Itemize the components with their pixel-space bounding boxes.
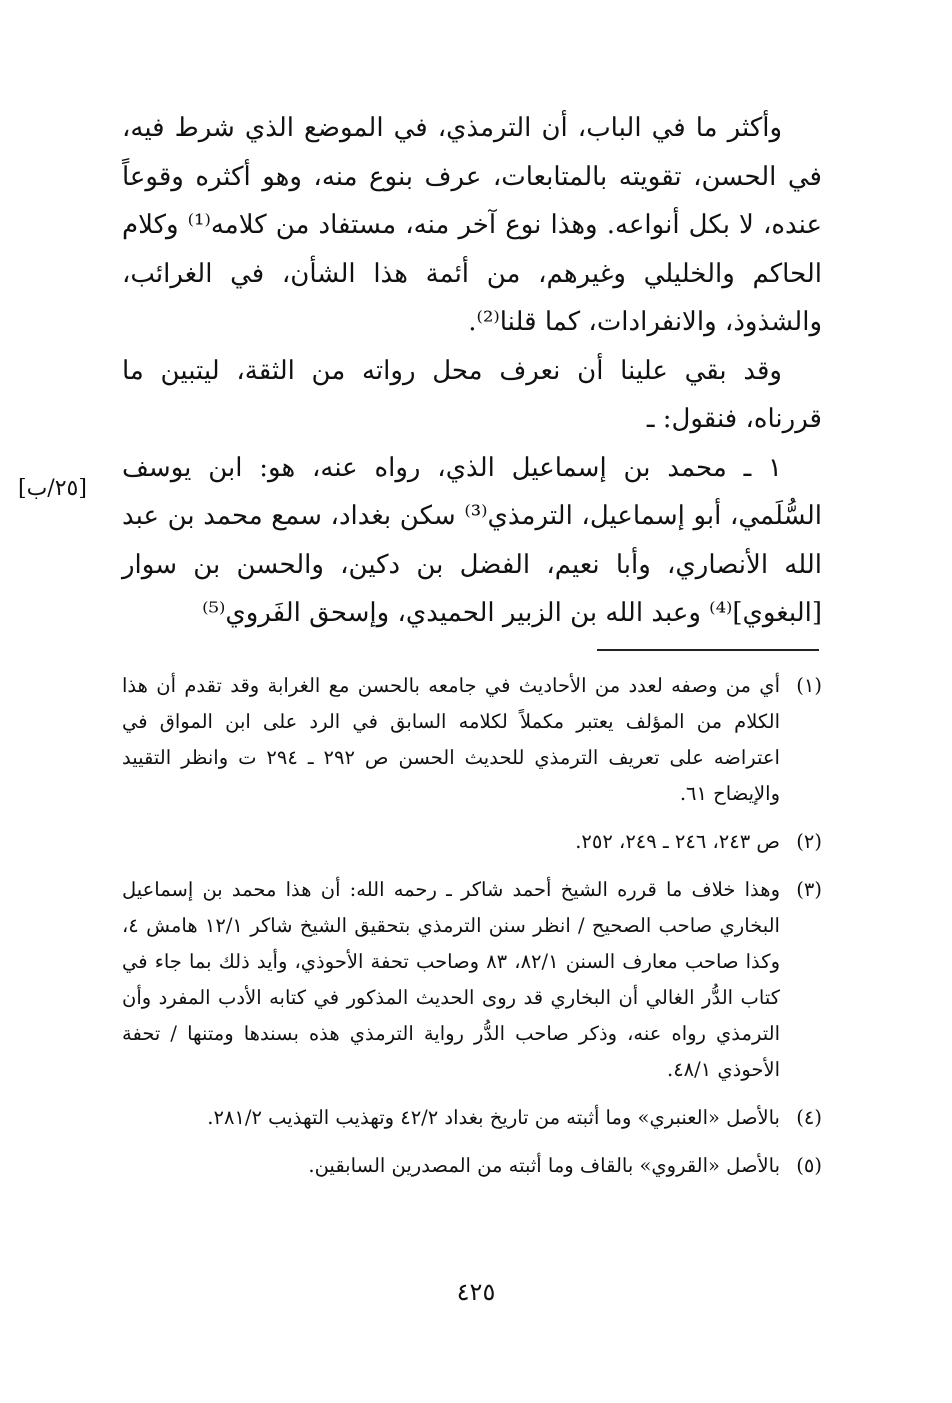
- footnote-3: [122, 872, 822, 1088]
- footnote-1: [122, 668, 822, 812]
- footnote-number: (٥): [796, 1154, 822, 1177]
- footnote-text: بالأصل «العنبري» وما أثبته من تاريخ بغداد ٤٢/٢ وتهذيب التهذيب ٢٨١/٢.: [207, 1106, 780, 1129]
- footnote-number: (٣): [796, 878, 822, 901]
- footnote-separator: [597, 649, 819, 651]
- page-number: ٤٢٥: [456, 1278, 496, 1306]
- footnote-5: [122, 1148, 822, 1184]
- footnote-4: [122, 1100, 822, 1136]
- body-paragraph-2: وقد بقي علينا أن نعرف محل رواته من الثقة، ليتبين ما قررناه، فنقول: ـ: [122, 355, 822, 434]
- footnote-2: [122, 824, 822, 860]
- body-paragraph-3: ١ ـ محمد بن إسماعيل الذي، رواه عنه، هو: ابن يوسف السُّلَمي، أبو إسماعيل، الترمذي⁽³⁾ سكن بغداد، سمع محمد بن عبد الله الأنصاري، وأبا نعيم، الفضل بن دكين، والحسن بن سوار [البغوي]⁽⁴⁾ وعبد الله بن الزبير الحميدي، وإسحق الفَروي⁽⁵⁾: [122, 452, 823, 628]
- main-text: [122, 104, 822, 638]
- body-paragraph-1: وأكثر ما في الباب، أن الترمذي، في الموضع الذي شرط فيه، في الحسن، تقويته بالمتابعات، عرف بنوع منه، وهو أكثره وقوعاً عنده، لا بكل أنواعه. وهذا نوع آخر منه، مستفاد من كلامه⁽¹⁾ وكلام الحاكم والخليلي وغيرهم، من أئمة هذا الشأن، في الغرائب، والشذوذ، والانفرادات، كما قلنا⁽²⁾.: [122, 113, 822, 337]
- footnote-number: (٢): [796, 830, 822, 853]
- footnote-number: (١): [796, 674, 822, 697]
- footnotes: [122, 668, 822, 1196]
- footnote-number: (٤): [796, 1106, 822, 1129]
- footnote-text: بالأصل «القروي» بالقاف وما أثبته من المصدرين السابقين.: [308, 1154, 780, 1177]
- margin-folio-note: [٢٥/ب]: [18, 476, 87, 501]
- footnote-text: ص ٢٤٣، ٢٤٦ ـ ٢٤٩، ٢٥٢.: [575, 830, 780, 853]
- footnote-text: وهذا خلاف ما قرره الشيخ أحمد شاكر ـ رحمه الله: أن هذا محمد بن إسماعيل البخاري صاحب الصحيح / انظر سنن الترمذي بتحقيق الشيخ شاكر ١٢/١ هامش ٤، وكذا صاحب معارف السنن ٨٢/١، ٨٣ وصاحب تحفة الأحوذي، وأيد ذلك بما جاء في كتاب الدُّر الغالي أن البخاري قد روى الحديث المذكور في كتابه الأدب المفرد وأن الترمذي رواه عنه، وذكر صاحب الدُّر رواية الترمذي هذه بسندها ومتنها / تحفة الأحوذي ٤٨/١.: [122, 878, 780, 1081]
- footnote-text: أي من وصفه لعدد من الأحاديث في جامعه بالحسن مع الغرابة وقد تقدم أن هذا الكلام من المؤلف يعتبر مكملاً لكلامه السابق في الرد على ابن المواق في اعتراضه على تعريف الترمذي للحديث الحسن ص ٢٩٢ ـ ٢٩٤ ت وانظر التقييد والإيضاح ٦١.: [122, 674, 780, 805]
